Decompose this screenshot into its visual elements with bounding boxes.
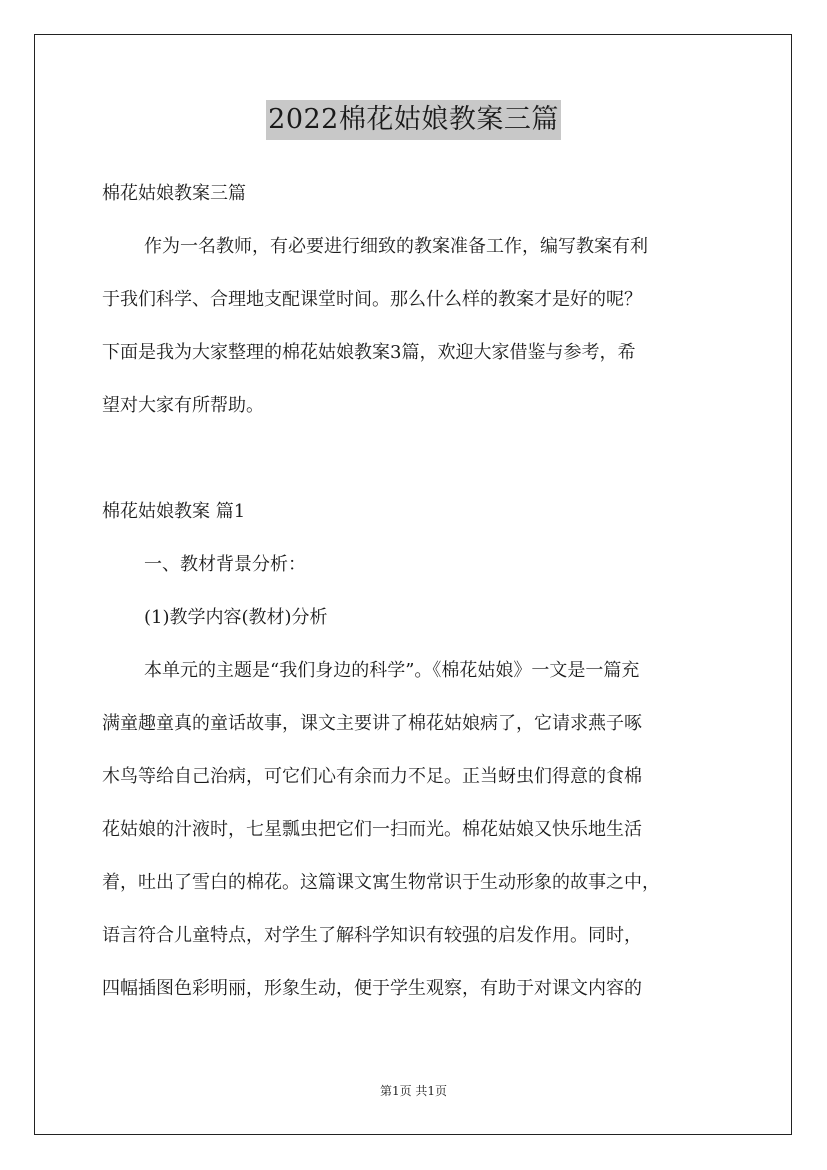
subheading-analysis: 一、教材背景分析： [144,554,306,575]
title-container [0,100,827,140]
intro-line: 于我们科学、合理地支配课堂时间。那么什么样的教案才是好的呢？ [102,289,642,310]
document-subtitle: 棉花姑娘教案三篇 [102,183,246,204]
body-line: 语言符合儿童特点，对学生了解科学知识有较强的启发作用。同时， [102,925,642,946]
body-line: 花姑娘的汁液时，七星瓢虫把它们一扫而光。棉花姑娘又快乐地生活 [102,819,642,840]
document-body [102,177,742,1025]
intro-line: 望对大家有所帮助。 [102,395,264,416]
body-line: 木鸟等给自己治病，可它们心有余而力不足。正当蚜虫们得意的食棉 [102,766,642,787]
section-heading: 棉花姑娘教案 篇1 [102,501,246,522]
intro-line: 下面是我为大家整理的棉花姑娘教案3篇，欢迎大家借鉴与参考，希 [102,342,636,363]
subheading-content: (1)教学内容(教材)分析 [144,607,328,628]
document-title: 2022棉花姑娘教案三篇 [266,100,561,140]
section-spacer [102,442,742,495]
body-line: 四幅插图色彩明丽，形象生动，便于学生观察，有助于对课文内容的 [102,978,642,999]
page-footer: 第1页 共1页 [379,1084,448,1098]
body-line: 满童趣童真的童话故事，课文主要讲了棉花姑娘病了，它请求燕子啄 [102,713,642,734]
body-line: 着，吐出了雪白的棉花。这篇课文寓生物常识于生动形象的故事之中， [102,872,660,893]
body-line: 本单元的主题是“我们身边的科学”。《棉花姑娘》一文是一篇充 [144,660,640,681]
intro-line: 作为一名教师，有必要进行细致的教案准备工作，编写教案有利 [144,236,648,257]
